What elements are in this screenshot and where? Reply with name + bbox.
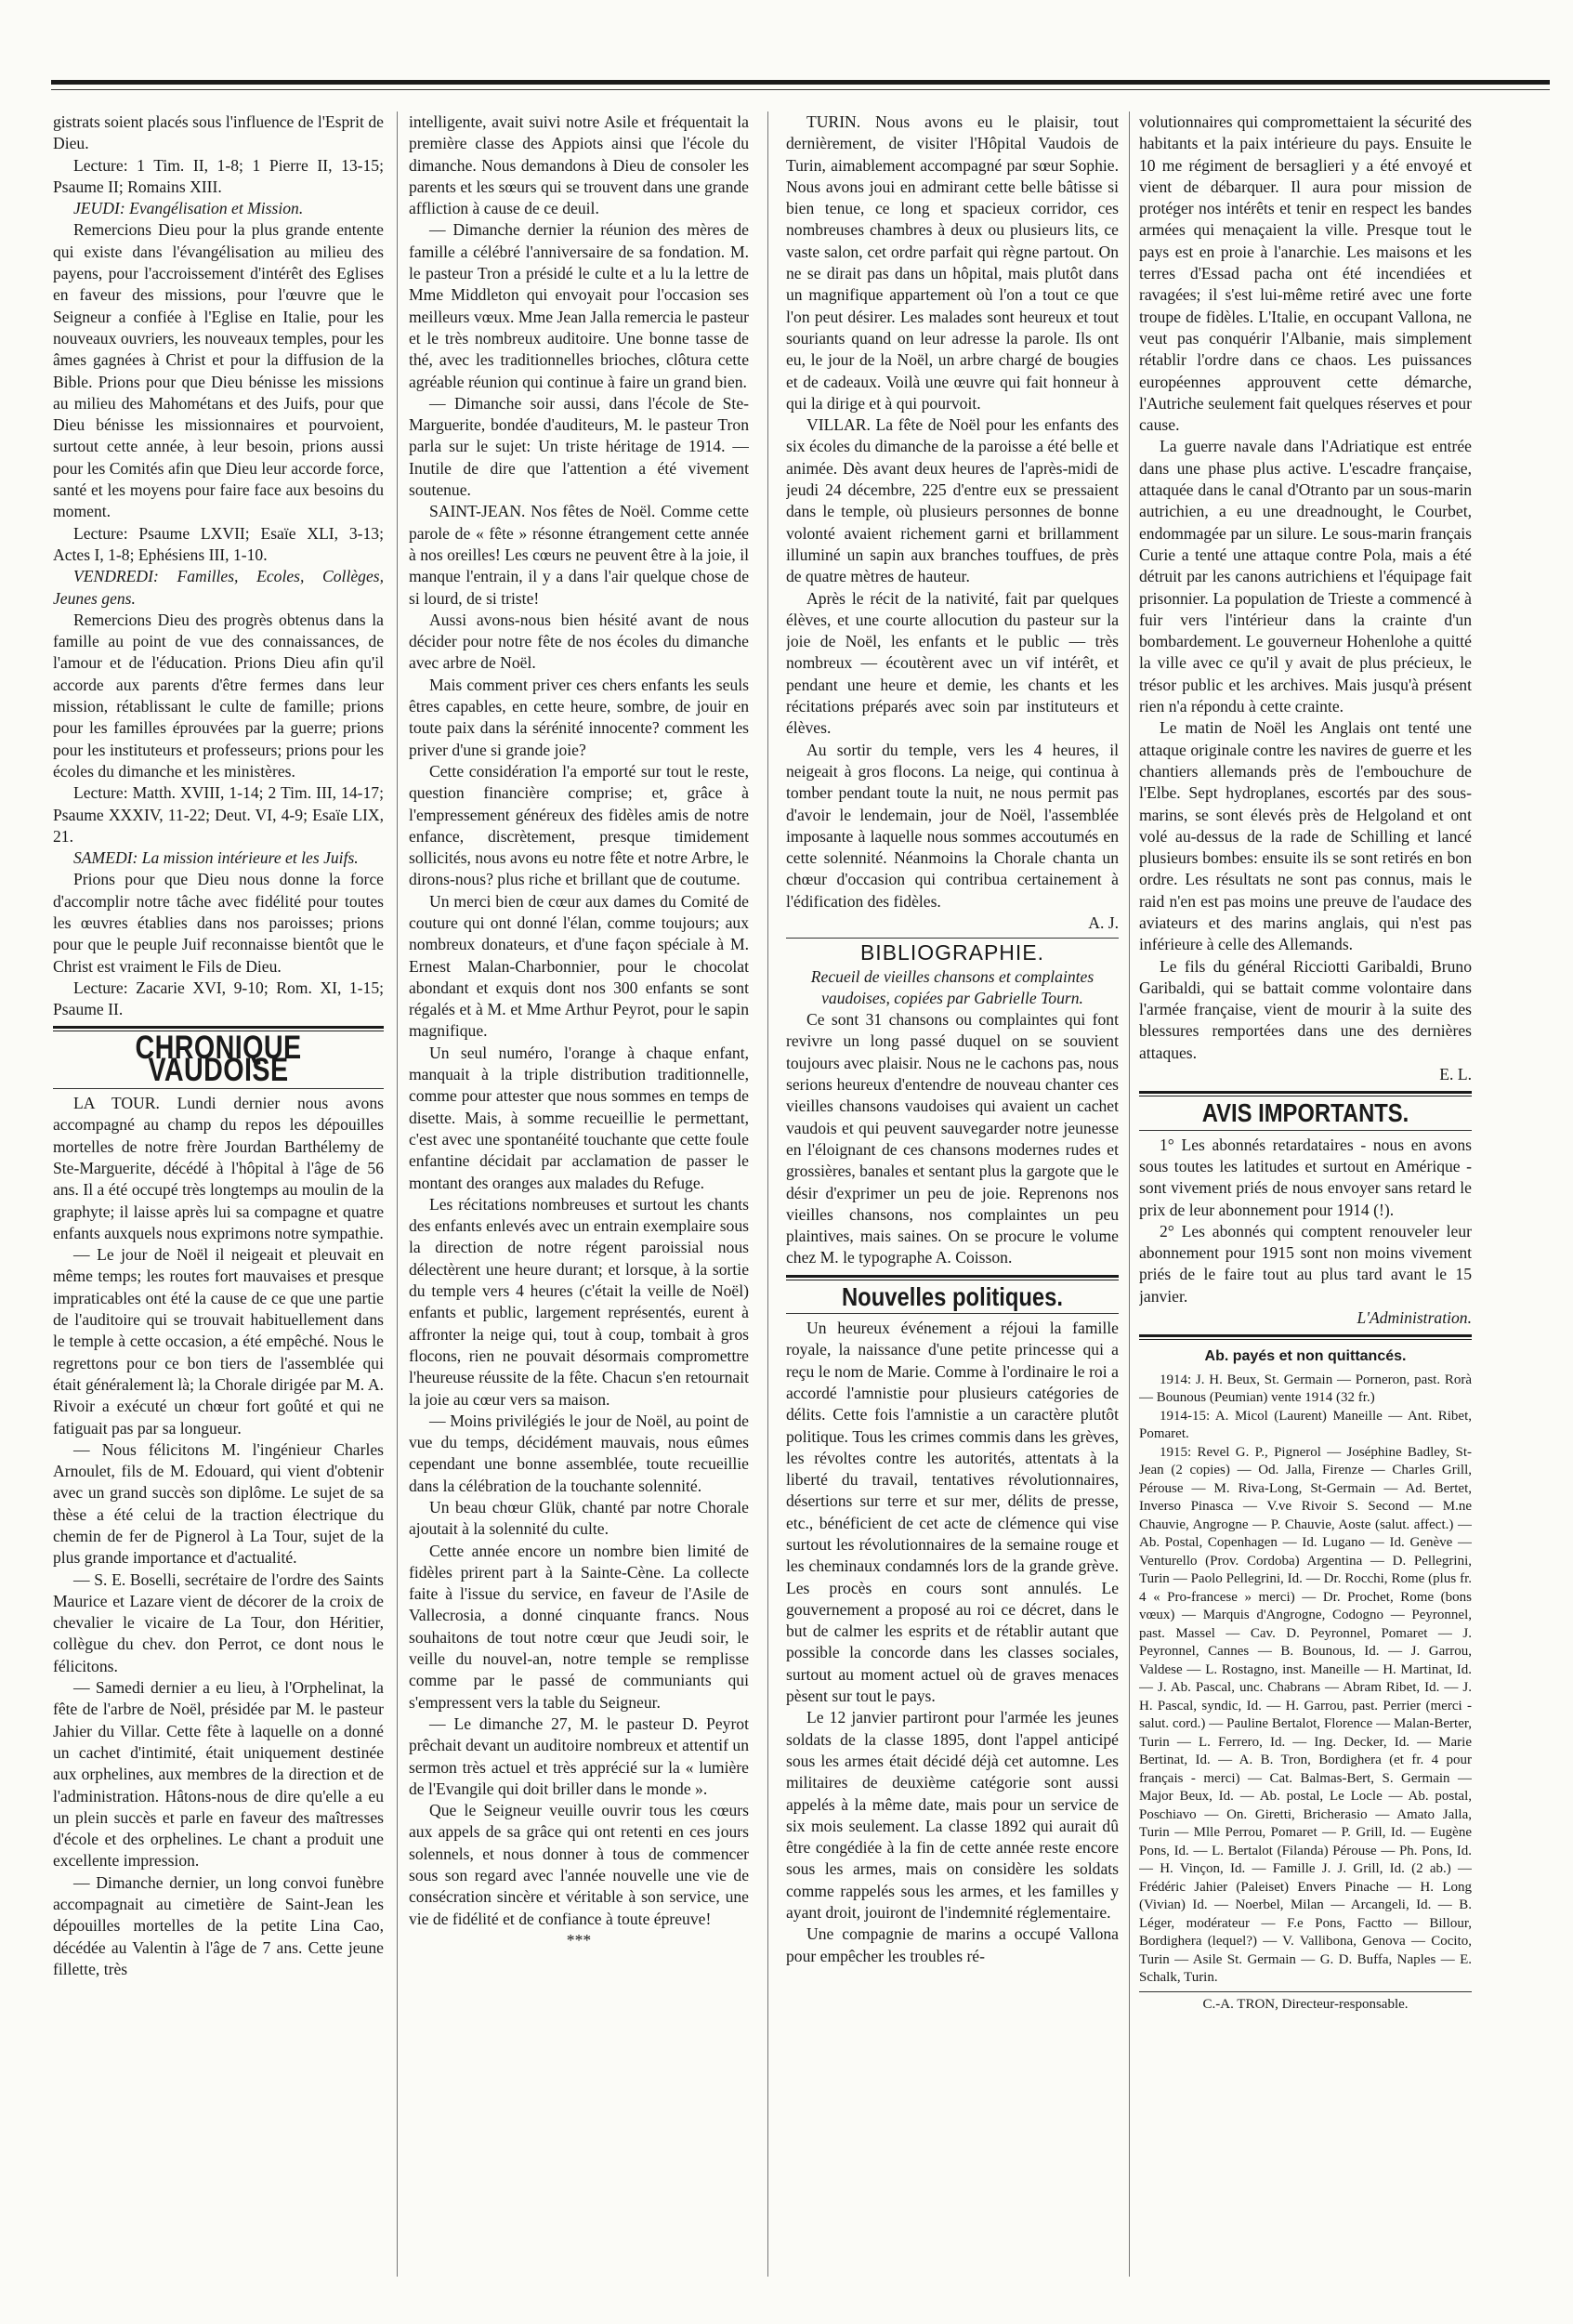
- bibliographie-heading: BIBLIOGRAPHIE.: [859, 940, 1045, 965]
- signature: E. L.: [1439, 1065, 1472, 1084]
- avis-heading: AVIS IMPORTANTS.: [1201, 1098, 1409, 1128]
- paragraph: Le 12 janvier partiront pour l'armée les jeunes soldats de la classe 1895, dont l'appel anticipé sous les armes était décidé déjà cet automne. Les militaires de deuxième catégorie sont aussi appelés à la même date, mais pour un service de six mois seulement. La classe 1892 qui aurait dû être congédiée à la fin de cette année reste encore sous les armes, mais on considère les soldats comme rappelés sous les armes, et les familles y ayant droit, jouiront de l'indemnité réglementaire.: [786, 1708, 1119, 1923]
- paragraph: Cette année encore un nombre bien limité de fidèles prirent part à la Sainte-Cène. La collecte faite à l'issue du service, en faveur de l'Asile de Vallecrosia, a donné cinquante francs. Nous souhaitons de tout notre cœur que Jeudi soir, le veille du nouvel-an, notre temple se remplisse comme par le passé de communiants qui s'empressent vers la table du Seigneur.: [409, 1541, 749, 1712]
- paragraph: Que le Seigneur veuille ouvrir tous les cœurs aux appels de sa grâce qui ont retenti en ces jours solennels, et nous donner à tous de commencer sous son regard avec l'année nouvelle une vie de consécration sincère et véritable à son service, une vie de fidélité et de confiance à toute épreuve!: [409, 1801, 749, 1928]
- book-title: Recueil de vieilles chansons et complaintes vaudoises, copiées par Gabrielle Tourn.: [810, 966, 1095, 1007]
- section-rule: [786, 938, 1119, 939]
- paragraph: Un seul numéro, l'orange à chaque enfant, manquait à la triple distribution traditionnelle, comme pour attester que nous sommes en temps de disette. Mais, à somme recueillie le permettant, c'est avec une spontanéité touchante que cette foule enfantine décidait par acclamation de passer le montant des oranges aux malades du Refuge.: [409, 1043, 749, 1192]
- paragraph: SAINT-JEAN. Nos fêtes de Noël. Comme cette parole de « fête » résonne étrangement cette année à nos oreilles! Les cœurs ne peuvent être à la joie, il manque l'entrain, il y a dans l'air quelque chose de si lourd, de si triste!: [409, 502, 749, 608]
- director-line: C.-A. TRON, Directeur-responsable.: [1202, 1996, 1409, 2012]
- paragraph: 1° Les abonnés retardataires - nous en avons sous toutes les latitudes et surtout en Amérique - sont vivement priés de nous envoyer sans retard le prix de leur abonnement pour 1914 (!).: [1139, 1135, 1472, 1219]
- paragraph: Un merci bien de cœur aux dames du Comité de couture qui ont donné l'élan, comme toujours; aux nombreux donateurs, et d'une façon spéciale à M. Ernest Malan-Charbonnier, pour le chocolat abondant et exquis dont nos 300 enfants se sont régalés et à M. et Mme Arthur Peyrot, pour le sapin magnifique.: [409, 891, 749, 1041]
- paragraph: TURIN. Nous avons eu le plaisir, tout dernièrement, de visiter l'Hôpital Vaudois de Turin, aimablement accompagné par sœur Sophie. Nous avons joui en admirant cette belle bâtisse si bien tenue, ce long et spacieux corridor, ces nombreuses chambres à deux ou plusieurs lits, ce vaste salon, cet ordre parfait qui règne partout. On ne se dirait pas dans un hôpital, mais plutôt dans un magnifique appartement où l'on a tout ce que l'on peut désirer. Les malades sont heureux et tout souriants quand on leur adresse la parole. Ils ont eu, le jour de la Noël, un arbre chargé de bougies et de cadeaux. Voilà une œuvre qui fait honneur à qui la dirige et à qui pourvoit.: [786, 112, 1119, 413]
- subscriber-list: 1914: J. H. Beux, St. Germain — Porneron, past. Rorà — Bounous (Peumian) vente 1914 (32 fr.): [1139, 1372, 1472, 1406]
- paragraph: Cette considération l'a emporté sur tout le reste, question financière comprise; et, grâce à l'empressement généreux des fidèles amis de notre enfance, discrètement, presque timidement sollicités, nous avons eu notre fête et notre Arbre, le dirons-nous? plus riche et brillant que de coutume.: [409, 761, 749, 889]
- paragraph: 2° Les abonnés qui comptent renouveler leur abonnement pour 1915 sont non moins vivement priés de le faire tout au plus tard avant le 15 janvier.: [1139, 1221, 1472, 1306]
- nouvelles-heading: Nouvelles politiques.: [841, 1281, 1064, 1311]
- section-rule: [1139, 1334, 1472, 1340]
- top-rule: [51, 80, 1550, 85]
- section-rule: [786, 1275, 1119, 1280]
- paragraph: — Dimanche dernier, un long convoi funèbre accompagnait au cimetière de Saint-Jean les dépouilles mortelles de la petite Lina Cao, décédée au Valentin à l'âge de 7 ans. Cette jeune fillette, très: [53, 1872, 384, 1978]
- section-rule: [786, 1313, 1119, 1314]
- section-rule: [53, 1088, 384, 1089]
- paragraph: — Le jour de Noël il neigeait et pleuvait en même temps; les routes fort mauvaises et presque impraticables ont été la cause de ce que une partie de l'auditoire qui se trouvait habituellement dans le temple à cette occasion, a été empêché. Nous le regrettons pour ce bon tiers de l'assemblée qui était généralement là; la Chorale dirigée par M. A. Rivoir a exécuté un chœur fort goûté et qui ne fatiguait pas par sa longueur.: [53, 1245, 384, 1438]
- paragraph: — Nous félicitons M. l'ingénieur Charles Arnoulet, fils de M. Edouard, qui vient d'obtenir avec un grand succès son diplôme. Le sujet de sa thèse a été celui de la traction électrique du chemin de fer de Pignerol à La Tour, sujet de la plus grande importance et d'actualité.: [53, 1439, 384, 1568]
- signature: A. J.: [1088, 913, 1119, 932]
- section-rule: [1139, 1130, 1472, 1131]
- paragraph: Le matin de Noël les Anglais ont tenté une attaque originale contre les navires de guerre et les chantiers allemands près de l'embouchure de l'Elbe. Sept hydroplanes, escortés par des sous-marins, se sont élevés près de Helgoland et ont volé au-dessus de la rade de Schilling et lancé plusieurs bombes: ensuite ils se sont retirés en bon ordre. Les résultats ne sont pas connus, mais le raid n'en est pas moins une preuve de l'audace des aviateurs et des marins anglais, qui n'est pas inférieure à celle des Allemands.: [1139, 718, 1472, 954]
- reading: Lecture: 1 Tim. II, 1-8; 1 Pierre II, 13-15; Psaume II; Romains XIII.: [53, 155, 384, 196]
- paragraph: — Moins privilégiés le jour de Noël, au point de vue du temps, décidément mauvais, nous eûmes cependant une bonne assemblée, toute recueillie dans la célébration de la touchante solennité.: [409, 1411, 749, 1495]
- paragraph: Le fils du général Ricciotti Garibaldi, Bruno Garibaldi, qui se battait comme volontaire dans l'armée française, vient de mourir à la suite des blessures remportées dans une des dernières attaques.: [1139, 956, 1472, 1062]
- column-1: [53, 112, 384, 2277]
- section-title: SAMEDI: La mission intérieure et les Juifs.: [73, 848, 359, 868]
- column-4: [1139, 112, 1472, 2295]
- paragraph: Un beau chœur Glük, chanté par notre Chorale ajoutait à la solennité du culte.: [409, 1498, 749, 1539]
- paragraph: gistrats soient placés sous l'influence de l'Esprit de Dieu.: [53, 112, 384, 153]
- column-divider: [767, 112, 768, 2277]
- paragraph: Ce sont 31 chansons ou complaintes qui font revivre un long passé duquel on se souvient toujours avec plaisir. Nous ne le cachons pas, nous serions heureux d'entendre de nouveau chanter ces vieilles chansons vaudoises qui avaient un cachet vaudois et qui peuvent sauvegarder notre jeunesse en l'éloignant de ces chansons modernes rudes et grossières, banales et sentant plus la gargote que le désir d'exprimer un peu de joie. Reprenons nos vieilles chansons, nos complaintes un peu plaintives, mais saines. On se procure le volume chez M. le typographe A. Coisson.: [786, 1010, 1119, 1267]
- paragraph: Mais comment priver ces chers enfants les seuls êtres capables, en cette heure, sombre, de jouir en toute paix dans la sérénité innocente? comment les priver d'une si grande joie?: [409, 675, 749, 759]
- administration-signature: L'Administration.: [1357, 1308, 1472, 1328]
- stars-separator: ***: [566, 1930, 592, 1950]
- paragraph: Une compagnie de marins a occupé Vallona pour empêcher les troubles ré-: [786, 1924, 1119, 1965]
- paragraph: volutionnaires qui compromettaient la sécurité des habitants et la paix intérieure du pays. Ensuite le 10 me régiment de bersaglieri y a été envoyé et vient de débarquer. Il aura pour mission de protéger nos intérêts et tenir en respect les bandes armées qui menaçaient la ville. Presque tout le pays est en proie à l'anarchie. Les maisons et les terres d'Essad pacha ont été incendiées et ravagées; il s'est lui-même retiré avec une forte troupe de fidèles. L'Italie, en occupant Vallona, ne veut pas conquérir l'Albanie, mais simplement rétablir l'ordre dans ce chaos. Les puissances européennes approuvent cette démarche, l'Autriche seulement fait quelques réserves et pour cause.: [1139, 112, 1472, 435]
- section-title: VENDREDI: Familles, Ecoles, Collèges, Jeunes gens.: [53, 567, 384, 608]
- column-divider: [1129, 112, 1130, 2277]
- paragraph: — Samedi dernier a eu lieu, à l'Orphelinat, la fête de l'arbre de Noël, présidée par M. le pasteur Jahier du Villar. Cette fête à laquelle on a donné un cachet d'intimité, était uniquement destinée aux orphelines, aux membres de la direction et de l'administration. Hâtons-nous de dire qu'elle a eu un plein succès et parle en faveur des maîtresses d'école et des orphelines. Le chant a produit une excellente impression.: [53, 1678, 384, 1871]
- section-rule: [1139, 1091, 1472, 1096]
- paragraph: Prions pour que Dieu nous donne la force d'accomplir notre tâche avec fidélité pour toutes les œuvres établies dans nos paroisses; prions pour que le peuple Juif reconnaisse bientôt que le Christ est vraiment le Fils de Dieu.: [53, 870, 384, 976]
- paragraph: Après le récit de la nativité, fait par quelques élèves, et une courte allocution du pasteur sur la joie de Noël, les enfants et le public — très nombreux — écoutèrent avec un vif intérêt, et pendant une heure et demie, les chants et les récitations préparés avec soin par instituteurs et élèves.: [786, 588, 1119, 738]
- paragraph: — Le dimanche 27, M. le pasteur D. Peyrot prêchait devant un auditoire nombreux et attentif un sermon très actuel et très apprécié sur la « lumière de l'Evangile qui doit briller dans le monde ».: [409, 1713, 749, 1798]
- reading: Lecture: Matth. XVIII, 1-14; 2 Tim. III, 14-17; Psaume XXXIV, 11-22; Deut. VI, 4-9; Esaïe LIX, 21.: [53, 783, 384, 846]
- subscriber-list: 1915: Revel G. P., Pignerol — Joséphine Badley, St-Jean (2 copies) — Od. Jalla, Firenze — Charles Grill, Pérouse — M. Riva-Long, St-Germain — Ad. Bertet, Inverso Pinasca — V.ve Rivoir S. Second — M.ne Chauvie, Angrogne — P. Chauvie, Aoste (salut. affect.) — Ab. Postal, Copenhagen — Id. Lugano — Id. Genève — Venturello (Prov. Cordoba) Argentina — D. Pellegrini, Turin — Paolo Pellegrini, Id. — Dr. Rocchi, Rome (plus fr. 4 « Pro-francese » merci) — Dr. Prochet, Rome (bons vœux) — Marquis d'Angrogne, Codogno — Peyronnel, past. Massel — Cav. D. Peyronnel, Pomaret — J. Peyronnel, Cannes — B. Bounous, Id. — J. Garrou, Valdese — L. Rostagno, inst. Maneille — H. Martinat, Id. — J. Ab. Pascal, unc. Chabrans — Abram Ribet, Id. — J. H. Pascal, syndic, Id. — H. Garrou, past. Perrier (merci - salut. cord.) — Pauline Bertalot, Florence — Malan-Berter, Turin — L. Ferrero, Id. — Ing. Decker, Id. — Marie Bertinat, Id. — A. B. Tron, Bordighera (et fr. 4 pour français - merci) — Cat. Balmas-Bert, S. Germain — Major Beux, Id. — Ab. postal, Le Locle — Ab. postal, Poschiavo — On. Giretti, Bricherasio — Amato Jalla, Turin — Mlle Perrou, Pomaret — P. Grill, Id. — Eugène Pons, Id. — L. Bertalot (Filanda) Pérouse — Ph. Pons, Id. — H. Vinçon, Id. — Famille J. J. Grill, Id. (2 ab.) — Frédéric Jahier (Paleiset) Envers Pinache — H. Long (Vivian) Id. — Noerbel, Milan — Arcangeli, Id. — B. Léger, modérateur — F.e Pons, Factto — Billour, Bordighera (lequel?) — V. Vallibona, Genova — Cocito, Turin — Asile St. Germain — G. D. Buffa, Naples — E. Schalk, Turin.: [1139, 1444, 1472, 1986]
- paragraph: — Dimanche soir aussi, dans l'école de Ste-Marguerite, bondée d'auditeurs, M. le pasteur Tron parla sur le sujet: Un triste héritage de 1914. — Inutile de dire que l'attention a été vivement soutenue.: [409, 393, 749, 500]
- paragraph: VILLAR. La fête de Noël pour les enfants des six écoles du dimanche de la paroisse a été belle et animée. Dès avant deux heures de l'après-midi de jeudi 24 décembre, 225 d'entre eux se pressaient dans le temple, où plusieurs personnes de bonne volonté avaient richement garni et brillamment illuminé un sapin aux branches touffues, de près de quatre mètres de hauteur.: [786, 415, 1119, 586]
- reading: Lecture: Zacarie XVI, 9-10; Rom. XI, 1-15; Psaume II.: [53, 978, 384, 1019]
- paragraph: Remercions Dieu pour la plus grande entente qui existe dans l'évangélisation au milieu des payens, pour l'accroissement d'intérêt des Eglises en faveur des missions, pour l'œuvre que le Seigneur a confiée à l'Eglise en Italie, pour les nouveaux ouvriers, les nouveaux temples, pour les âmes gagnées à Christ et pour la diffusion de la Bible. Prions pour que Dieu bénisse les missions au milieu des Mahométans et des Juifs, pour que Dieu bénisse les missionnaires et pourvoient, surtout cette année, à leur besoin, prions aussi pour les Comités afin que Dieu leur accorde force, santé et les moyens pour faire face aux besoins du moment.: [53, 220, 384, 521]
- reading: Lecture: Psaume LXVII; Esaïe XLI, 3-13; Actes I, 1-8; Ephésiens III, 1-10.: [53, 523, 384, 564]
- top-rule-thin: [51, 89, 1550, 90]
- paragraph: Remercions Dieu des progrès obtenus dans la famille au point de vue des connaissances, de l'amour et de l'éducation. Prions Dieu afin qu'il accorde aux parents d'être fermes dans leur mission, rétablissant le culte de famille; prions pour les familles éprouvées par la guerre; prions pour les instituteurs et professeurs; prions pour les écoles du dimanche et les ministères.: [53, 610, 384, 781]
- paragraph: Un heureux événement a réjoui la famille royale, la naissance d'une petite princesse qui a reçu le nom de Marie. Comme à l'ordinaire le roi a accordé l'amnistie pour plusieurs catégories de délits. Cette fois l'amnistie a un caractère plutôt politique. Tous les crimes commis dans les grèves, les révoltes contre les autorités, attentats à la liberté du travail, tentatives révolutionnaires, désertions sur terre et sur mer, délits de presse, etc., bénéficient de cet acte de clémence qui vise surtout les révolutionnaires de la semaine rouge et les cheminaux condamnés lors de la grande grève. Les procès en cours sont annulés. Le gouvernement a proposé au roi ce décret, dans le but de calmer les esprits et de rétablir autant que possible la concorde dans les classes sociales, surtout au moment actuel où de graves menaces pèsent sur tout le pays.: [786, 1319, 1119, 1706]
- subscriber-list: 1914-15: A. Micol (Laurent) Maneille — Ant. Ribet, Pomaret.: [1139, 1408, 1472, 1442]
- paragraph: — Dimanche dernier la réunion des mères de famille a célébré l'anniversaire de sa fondation. M. le pasteur Tron a présidé le culte et a lu la lettre de Mme Middleton qui envoyait pour l'occasion ses meilleurs vœux. Mme Jean Jalla remercia le pasteur et le très nombreux auditoire. Une bonne tasse de thé, avec les traditionnelles brioches, clôtura cette agréable réunion qui continue à faire un grand bien.: [409, 220, 749, 391]
- paragraph: La guerre navale dans l'Adriatique est entrée dans une phase plus active. L'escadre française, attaquée dans le canal d'Otranto par un sous-marin autrichien, a eu une dreadnought, le Courbet, endommagée par un silure. Le sous-marin français Curie a tenté une attaque contre Pola, mais a été détruit par les canons autrichiens et l'équipage fait prisonnier. La population de Trieste a commencé à fuir vers l'intérieur dans la crainte d'un bombardement. Le gouverneur Hohenlohe a quitté la ville avec ce qu'il y avait de plus précieux, le trésor public et les archives. Mais jusqu'à présent rien n'a répondu à cette crainte.: [1139, 437, 1472, 716]
- paragraph: LA TOUR. Lundi dernier nous avons accompagné au champ du repos les dépouilles mortelles de notre frère Jourdan Barthélemy de Ste-Marguerite, décédé à l'hôpital à l'âge de 56 ans. Il a été occupé très longtemps au moulin de la graphyte; il laisse après lui sa compagne et quatre enfants auxquels nous exprimons notre sympathie.: [53, 1094, 384, 1242]
- paragraph: Au sortir du temple, vers les 4 heures, il neigeait à gros flocons. La neige, qui continua à tomber pendant toute la nuit, ne nous permit pas d'avoir le lendemain, jour de Noël, l'assemblée imposante à laquelle nous sommes accoutumés en cette solennité. Néanmoins la Chorale chanta un chœur d'occasion qui contribua certainement à l'édification des fidèles.: [786, 740, 1119, 911]
- column-2: [409, 112, 749, 2295]
- paragraph: intelligente, avait suivi notre Asile et fréquentait la première classe des Appiots ainsi que l'école du dimanche. Nous demandons à Dieu de consoler les parents et les sœurs qui se trouvent dans une grande affliction à cause de ce deuil.: [409, 112, 749, 218]
- chronique-heading: CHRONIQUE VAUDOISE: [135, 1030, 302, 1088]
- abonnements-heading: Ab. payés et non quittancés.: [1204, 1348, 1407, 1365]
- column-divider: [397, 112, 398, 2277]
- paragraph: — S. E. Boselli, secrétaire de l'ordre des Saints Maurice et Lazare vient de décorer de la croix de chevalier le vicaire de La Tour, don Héritier, collègue du chev. don Perrot, ce dont nous le félicitons.: [53, 1569, 384, 1675]
- column-3: [786, 112, 1119, 2286]
- paragraph: Aussi avons-nous bien hésité avant de nous décider pour notre fête de nos écoles du dimanche avec arbre de Noël.: [409, 610, 749, 673]
- paragraph: Les récitations nombreuses et surtout les chants des enfants enlevés avec un entrain exemplaire sous la direction de notre régent paroissial nous délectèrent une heure durant; et lorsque, à la sortie du temple vers 4 heures (c'était la veille de Noël) enfants et public, largement représentés, eurent à affronter la neige qui, tout à coup, tombait à gros flocons, rien ne pouvait désormais compromettre l'heureuse réussite de la fête. Chacun s'en retournait la joie au cœur vers sa maison.: [409, 1194, 749, 1409]
- section-title: JEUDI: Evangélisation et Mission.: [73, 199, 304, 218]
- section-rule: [1139, 1991, 1472, 1992]
